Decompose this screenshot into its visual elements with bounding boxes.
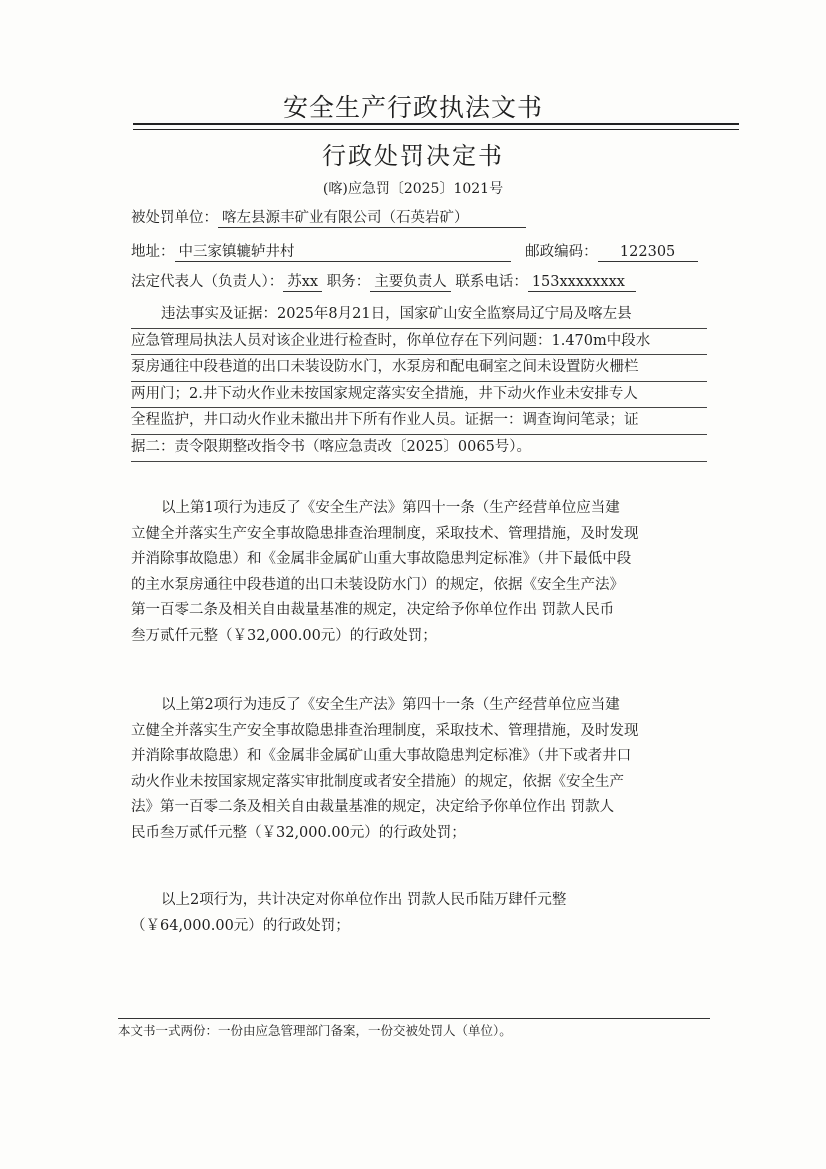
total-line: （￥64,000.00元）的行政处罚； [131, 917, 350, 934]
item2-line: 民币叁万贰仟元整（￥32,000.00元）的行政处罚； [131, 824, 466, 841]
header-rule-thin [133, 129, 739, 130]
item1-line: 的主水泵房通往中段巷道的出口未装设防水门）的规定，依据《安全生产法》 [131, 576, 624, 593]
item1-line: 叁万贰仟元整（￥32,000.00元）的行政处罚； [131, 627, 437, 644]
representative-row [131, 270, 636, 292]
postcode-label: 邮政编码： [525, 244, 598, 260]
footer-rule [118, 1018, 710, 1019]
total-line: 以上2项行为，共计决定对你单位作出 罚款人民币陆万肆仟元整 [161, 892, 567, 908]
facts-line: 全程监护，井口动火作业未撤出井下所有作业人员。证据一：调查询问笔录；证 [131, 408, 707, 435]
item1-line: 第一百零二条及相关自由裁量基准的规定，决定给予你单位作出 罚款人民币 [131, 602, 615, 619]
document-title: 行政处罚决定书 [322, 142, 504, 170]
item1-line: 并消除事故隐患）和《金属非金属矿山重大事故隐患判定标准》（井下最低中段 [131, 551, 632, 568]
unit-value: 喀左县源丰矿业有限公司（石英岩矿） [218, 209, 526, 228]
phone-label: 联系电话： [455, 274, 528, 290]
header-title: 安全生产行政执法文书 [282, 93, 543, 122]
address-value: 中三家镇辘轳井村 [175, 243, 511, 262]
unit-label: 被处罚单位： [131, 210, 218, 226]
item2-line: 并消除事故隐患）和《金属非金属矿山重大事故隐患判定标准》（井下或者井口 [131, 748, 632, 765]
total-paragraph [131, 888, 707, 939]
phone-value: 153xxxxxxxx [528, 273, 636, 292]
address-row [131, 240, 698, 262]
rep-label: 法定代表人（负责人）： [131, 274, 284, 290]
facts-line: 两用门；2.井下动火作业未按国家规定落实安全措施，井下动火作业未安排专人 [131, 382, 707, 409]
item2-line: 立健全并落实生产安全事故隐患排查治理制度，采取技术、管理措施，及时发现 [131, 722, 639, 739]
rep-value: 苏xx [283, 273, 322, 292]
item1-paragraph [131, 496, 707, 650]
item2-line: 以上第2项行为违反了《安全生产法》第四十一条（生产经营单位应当建 [161, 697, 620, 713]
facts-line: 违法事实及证据：2025年8月21日，国家矿山安全监察局辽宁局及喀左县 [131, 302, 707, 329]
item1-line: 以上第1项行为违反了《安全生产法》第四十一条（生产经营单位应当建 [161, 500, 620, 516]
item2-line: 法》第一百零二条及相关自由裁量基准的规定，决定给予你单位作出 罚款人 [131, 799, 615, 816]
header-rule-thick [133, 123, 739, 125]
facts-line: 据二：责令限期整改指令书（喀应急责改〔2025〕0065号）。 [131, 435, 707, 462]
position-label: 职务： [326, 274, 371, 290]
item2-paragraph [131, 693, 707, 847]
facts-paragraph [131, 302, 707, 462]
address-label: 地址： [131, 244, 175, 260]
facts-line: 应急管理局执法人员对该企业进行检查时，你单位存在下列问题：1.470m中段水 [131, 329, 707, 356]
unit-row [131, 206, 526, 228]
facts-line: 泵房通往中段巷道的出口未装设防水门，水泵房和配电硐室之间未设置防火栅栏 [131, 355, 707, 382]
item1-line: 立健全并落实生产安全事故隐患排查治理制度，采取技术、管理措施，及时发现 [131, 525, 639, 542]
footer-note: 本文书一式两份：一份由应急管理部门备案，一份交被处罚人（单位）。 [118, 1023, 512, 1038]
postcode-value: 122305 [598, 243, 698, 262]
document-number: (喀)应急罚〔2025〕1021号 [322, 181, 504, 197]
item2-line: 动火作业未按国家规定落实审批制度或者安全措施）的规定，依据《安全生产 [131, 773, 624, 790]
position-value: 主要负责人 [370, 273, 451, 292]
